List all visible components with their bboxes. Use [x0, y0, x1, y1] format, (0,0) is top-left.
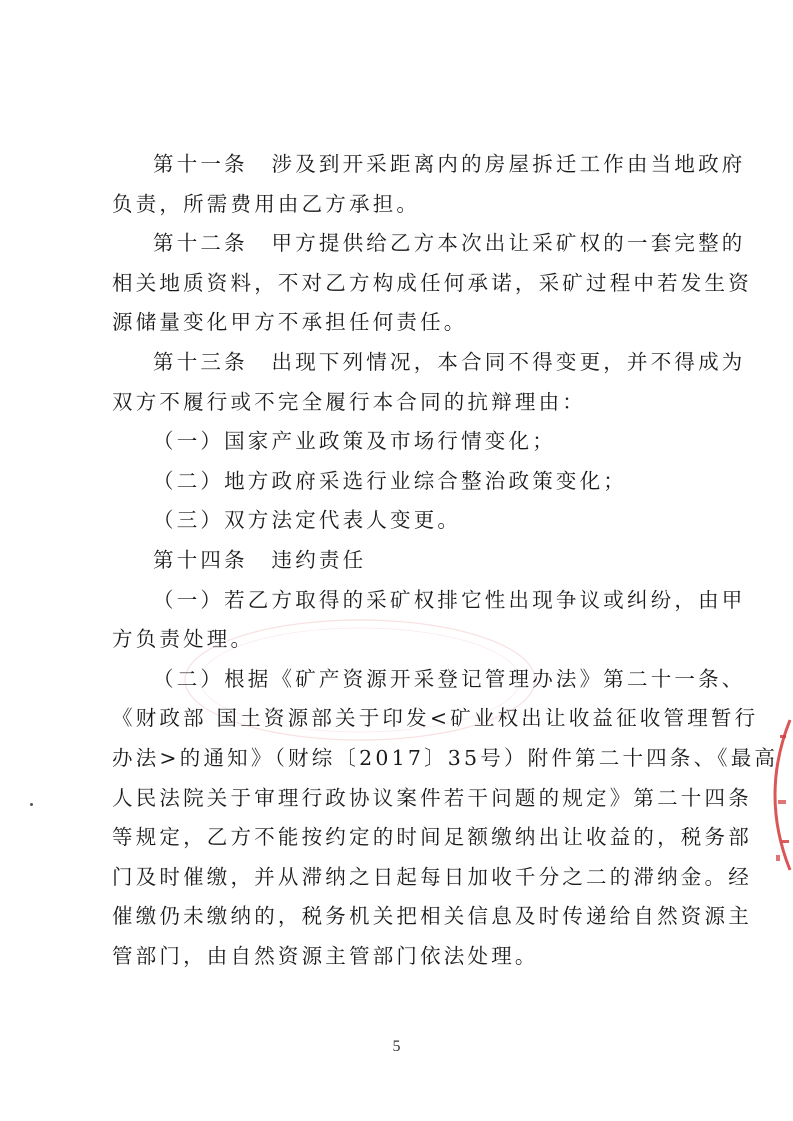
scan-speck	[30, 803, 33, 806]
text-line: （一）国家产业政策及市场行情变化；	[153, 429, 556, 454]
text-line: 管部门，由自然资源主管部门依法处理。	[112, 943, 539, 968]
text-line: 负责，所需费用由乙方承担。	[112, 191, 421, 216]
paragraph	[112, 462, 702, 502]
paragraph	[112, 422, 702, 462]
text-line: 催缴仍未缴纳的，税务机关把相关信息及时传递给自然资源主	[112, 904, 752, 929]
text-line: （三）双方法定代表人变更。	[153, 508, 462, 533]
paragraph	[112, 541, 702, 581]
text-line: 双方不履行或不完全履行本合同的抗辩理由：	[112, 389, 586, 414]
text-line: 源储量变化甲方不承担任何责任。	[112, 310, 468, 335]
text-line: 《财政部 国土资源部关于印发<矿业权出让收益征收管理暂行	[112, 706, 759, 731]
text-line: 第十四条 违约责任	[153, 547, 367, 572]
text-line: 门及时催缴，并从滞纳之日起每日加收千分之二的滞纳金。经	[112, 864, 752, 889]
document-body	[112, 145, 779, 976]
text-line: 相关地质资料，不对乙方构成任何承诺，采矿过程中若发生资	[112, 270, 752, 295]
paragraph	[112, 343, 746, 422]
text-line: 办法>的通知》（财综〔2017〕35号）附件第二十四条、《最高	[112, 745, 779, 770]
paragraph	[112, 581, 746, 660]
text-line: 方负责处理。	[112, 627, 255, 652]
paragraph	[112, 660, 779, 977]
text-line: （一）若乙方取得的采矿权排它性出现争议或纠纷，由甲	[153, 587, 746, 612]
paragraph	[112, 145, 746, 224]
paragraph	[112, 224, 752, 343]
page-number: 5	[392, 1038, 401, 1055]
text-line: （二）根据《矿产资源开采登记管理办法》第二十一条、	[153, 666, 746, 691]
edge-seal-fragment	[752, 700, 793, 890]
text-line: 第十一条 涉及到开采距离内的房屋拆迁工作由当地政府	[153, 152, 746, 176]
paragraph	[112, 501, 702, 541]
text-line: 人民法院关于审理行政协议案件若干问题的规定》第二十四条	[112, 785, 752, 810]
text-line: 第十三条 出现下列情况，本合同不得变更，并不得成为	[153, 349, 746, 374]
text-line: 等规定，乙方不能按约定的时间足额缴纳出让收益的，税务部	[112, 825, 752, 850]
text-line: 第十二条 甲方提供给乙方本次出让采矿权的一套完整的	[153, 231, 746, 256]
text-line: （二）地方政府采选行业综合整治政策变化；	[153, 468, 627, 493]
